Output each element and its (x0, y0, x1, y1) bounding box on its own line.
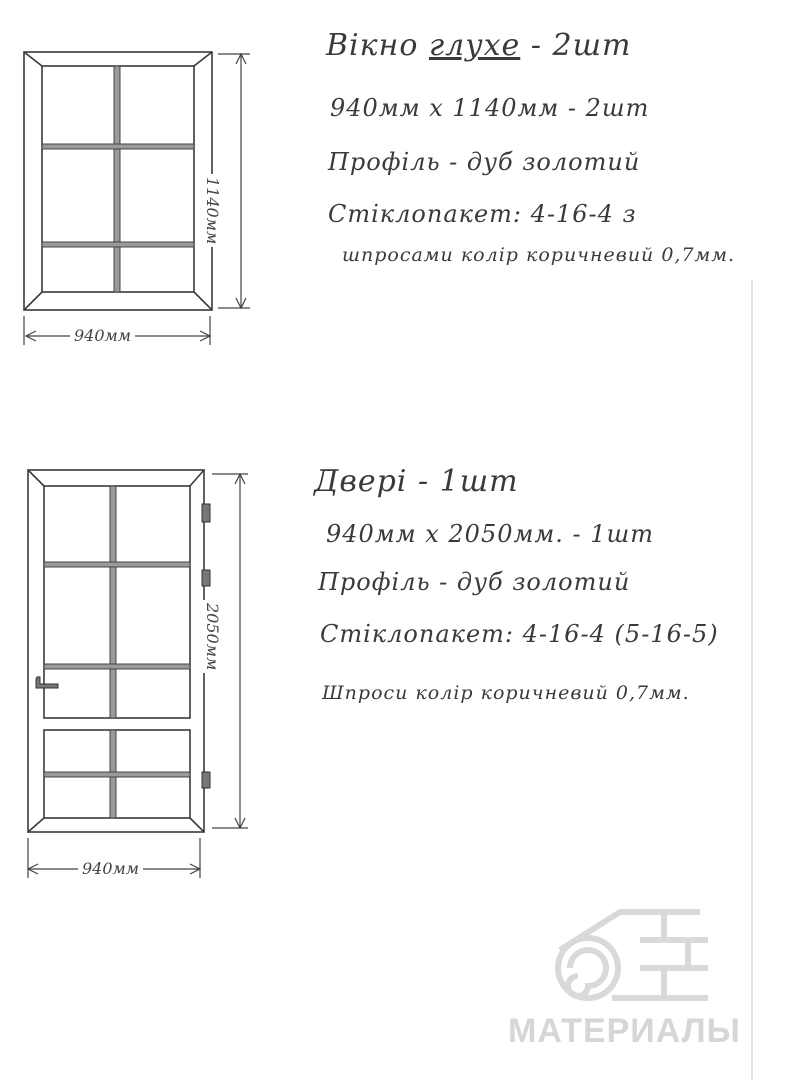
door-height-label: 2050мм (203, 600, 222, 673)
door-title: Двері - 1шт (314, 464, 519, 499)
window-title-type: глухе (428, 28, 521, 63)
window-drawing (24, 52, 212, 310)
door-profile-line: Профіль - дуб золотий (318, 568, 631, 596)
window-title (326, 28, 631, 63)
rolled-material-logo-icon (558, 912, 708, 998)
window-title-qty: - 2шт (530, 28, 632, 63)
window-profile-line: Профіль - дуб золотий (328, 148, 641, 176)
window-size-line: 940мм х 1140мм - 2шт (330, 94, 650, 122)
door-muntins-line: Шпроси колір коричневий 0,7мм. (322, 682, 690, 704)
door-glass-line: Стіклопакет: 4-16-4 (5-16-5) (320, 620, 719, 648)
window-glass-line: Стіклопакет: 4-16-4 з (328, 200, 637, 228)
window-height-label: 1140мм (203, 174, 222, 247)
window-title-prefix: Вікно (326, 28, 419, 63)
door-width-label: 940мм (78, 859, 143, 878)
door-size-line: 940мм х 2050мм. - 1шт (326, 520, 655, 548)
door-drawing (28, 470, 210, 832)
watermark-text: МАТЕРИАЛЫ (508, 1012, 741, 1050)
window-muntins-line: шпросами колір коричневий 0,7мм. (342, 244, 736, 266)
window-width-label: 940мм (70, 326, 135, 345)
